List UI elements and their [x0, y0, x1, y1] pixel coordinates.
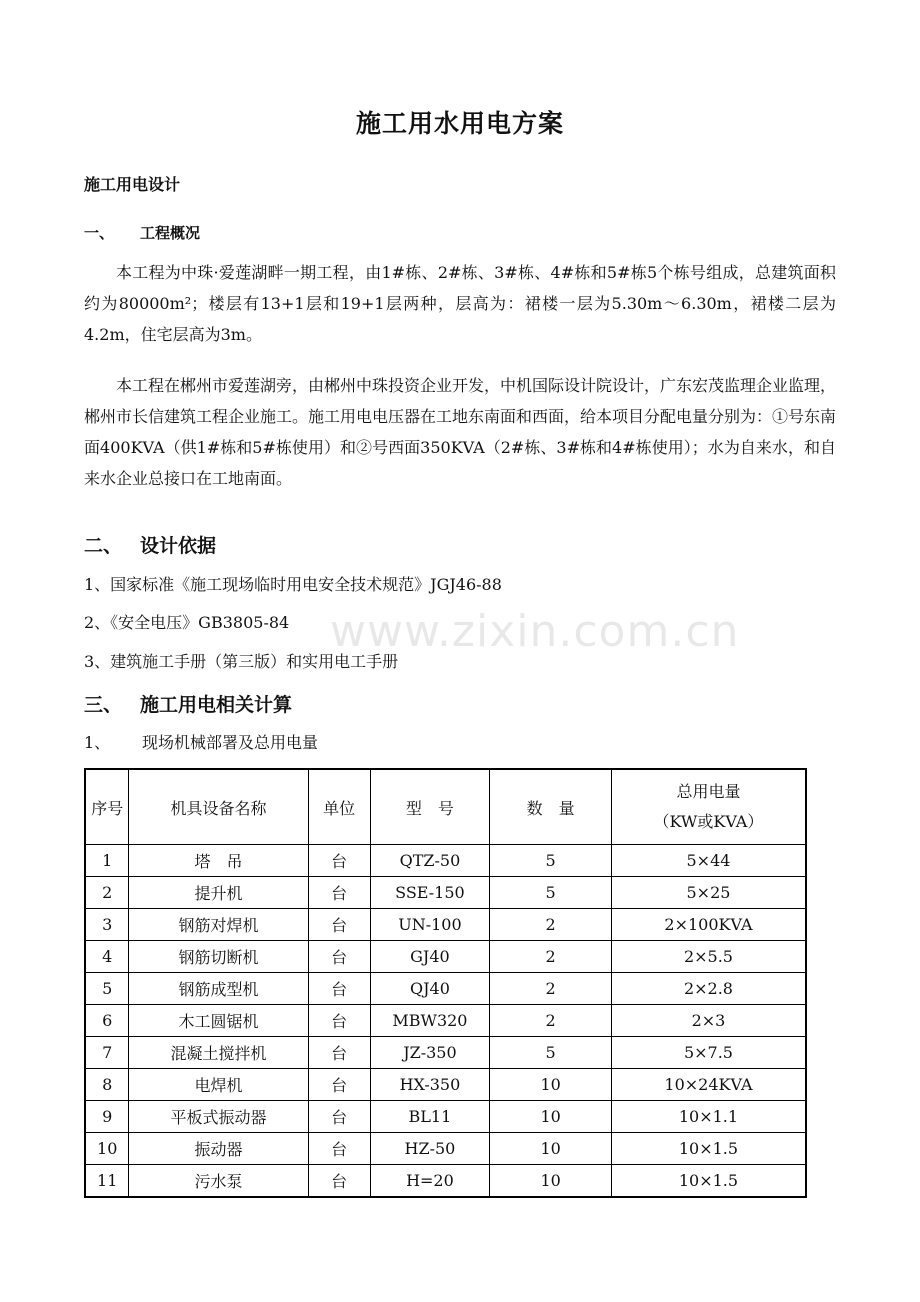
section-heading-overview [84, 222, 200, 243]
cell-quantity: 10 [490, 1069, 612, 1101]
cell-unit: 台 [308, 1005, 370, 1037]
cell-total-power: 5×25 [611, 877, 806, 909]
calc-item-number: 1、 [84, 733, 111, 752]
cell-unit: 台 [308, 1133, 370, 1165]
cell-quantity: 10 [490, 1101, 612, 1133]
header-unit: 单位 [308, 769, 370, 845]
cell-index: 9 [85, 1101, 129, 1133]
cell-quantity: 2 [490, 1005, 612, 1037]
table-header-row [85, 769, 806, 845]
cell-model: GJ40 [370, 941, 490, 973]
cell-unit: 台 [308, 973, 370, 1005]
cell-equipment-name: 污水泵 [129, 1165, 308, 1198]
cell-equipment-name: 振动器 [129, 1133, 308, 1165]
cell-quantity: 2 [490, 973, 612, 1005]
table-row [85, 1069, 806, 1101]
header-index: 序号 [85, 769, 129, 845]
table-row [85, 1101, 806, 1133]
cell-unit: 台 [308, 1165, 370, 1198]
cell-total-power: 2×100KVA [611, 909, 806, 941]
cell-model: BL11 [370, 1101, 490, 1133]
header-model: 型 号 [370, 769, 490, 845]
section-number: 三、 [84, 694, 123, 716]
cell-unit: 台 [308, 845, 370, 877]
cell-model: SSE-150 [370, 877, 490, 909]
section-heading-text: 施工用电相关计算 [140, 694, 293, 716]
table-row [85, 1005, 806, 1037]
table-row [85, 1133, 806, 1165]
header-total-power-label: 总用电量 [676, 782, 741, 801]
cell-model: JZ-350 [370, 1037, 490, 1069]
paragraph-project-parties: 本工程在郴州市爱莲湖旁，由郴州中珠投资企业开发，中机国际设计院设计，广东宏茂监理企业监理，郴州市长信建筑工程企业施工。施工用电电压器在工地东南面和西面，给本项目分配电量分别为：①号东南面400KVA（供1#栋和5#栋使用）和②号西面350KVA（2#栋、3#栋和4#栋使用）；水为自来水，和自来水企业总接口在工地南面。 [84, 376, 837, 488]
table-row [85, 1165, 806, 1198]
basis-item: 1、国家标准《施工现场临时用电安全技术规范》JGJ46-88 [84, 575, 502, 594]
cell-unit: 台 [308, 941, 370, 973]
cell-quantity: 5 [490, 845, 612, 877]
table-row [85, 941, 806, 973]
cell-quantity: 5 [490, 877, 612, 909]
cell-unit: 台 [308, 877, 370, 909]
cell-model: QTZ-50 [370, 845, 490, 877]
paragraph-project-overview: 本工程为中珠·爱莲湖畔一期工程，由1#栋、2#栋、3#栋、4#栋和5#栋5个栋号组成，总建筑面积约为80000m²；楼层有13+1层和19+1层两种，层高为：裙楼一层为5.30m～6.30m，裙楼二层为4.2m，住宅层高为3m。 [84, 263, 836, 344]
cell-model: HX-350 [370, 1069, 490, 1101]
cell-total-power: 2×3 [611, 1005, 806, 1037]
cell-unit: 台 [308, 1037, 370, 1069]
section-heading-text: 工程概况 [140, 224, 201, 242]
document-title: 施工用水用电方案 [355, 109, 564, 138]
cell-index: 5 [85, 973, 129, 1005]
cell-index: 11 [85, 1165, 129, 1198]
section-heading-text: 设计依据 [140, 535, 217, 557]
cell-equipment-name: 混凝土搅拌机 [129, 1037, 308, 1069]
cell-index: 2 [85, 877, 129, 909]
calc-item [84, 733, 318, 753]
cell-equipment-name: 木工圆锯机 [129, 1005, 308, 1037]
cell-total-power: 10×1.5 [611, 1165, 806, 1198]
cell-index: 3 [85, 909, 129, 941]
cell-quantity: 2 [490, 909, 612, 941]
cell-total-power: 2×5.5 [611, 941, 806, 973]
table-row [85, 1037, 806, 1069]
section-number: 二、 [84, 535, 123, 557]
section-number: 一、 [84, 224, 115, 242]
header-total-power [611, 769, 806, 845]
cell-equipment-name: 提升机 [129, 877, 308, 909]
cell-unit: 台 [308, 1069, 370, 1101]
calc-item-text: 现场机械部署及总用电量 [142, 733, 319, 752]
cell-index: 10 [85, 1133, 129, 1165]
cell-equipment-name: 钢筋切断机 [129, 941, 308, 973]
table-row [85, 845, 806, 877]
cell-model: UN-100 [370, 909, 490, 941]
cell-total-power: 2×2.8 [611, 973, 806, 1005]
watermark-text: www.zixin.com.cn [330, 606, 740, 657]
cell-equipment-name: 钢筋对焊机 [129, 909, 308, 941]
cell-model: QJ40 [370, 973, 490, 1005]
cell-index: 7 [85, 1037, 129, 1069]
cell-unit: 台 [308, 1101, 370, 1133]
cell-equipment-name: 钢筋成型机 [129, 973, 308, 1005]
header-equipment-name: 机具设备名称 [129, 769, 308, 845]
cell-index: 1 [85, 845, 129, 877]
table-row [85, 973, 806, 1005]
cell-index: 4 [85, 941, 129, 973]
cell-index: 6 [85, 1005, 129, 1037]
cell-index: 8 [85, 1069, 129, 1101]
header-total-power-unit: （KW或KVA） [653, 812, 764, 831]
cell-model: MBW320 [370, 1005, 490, 1037]
cell-total-power: 5×44 [611, 845, 806, 877]
cell-quantity: 2 [490, 941, 612, 973]
table-row [85, 877, 806, 909]
basis-item: 2、《安全电压》GB3805-84 [84, 613, 290, 632]
cell-total-power: 5×7.5 [611, 1037, 806, 1069]
cell-total-power: 10×1.5 [611, 1133, 806, 1165]
cell-quantity: 10 [490, 1133, 612, 1165]
header-quantity: 数 量 [490, 769, 612, 845]
cell-total-power: 10×24KVA [611, 1069, 806, 1101]
cell-quantity: 10 [490, 1165, 612, 1198]
equipment-table [84, 768, 807, 1198]
cell-model: HZ-50 [370, 1133, 490, 1165]
table-row [85, 909, 806, 941]
section-heading-design-basis [84, 531, 216, 558]
cell-equipment-name: 塔 吊 [129, 845, 308, 877]
cell-total-power: 10×1.1 [611, 1101, 806, 1133]
cell-unit: 台 [308, 909, 370, 941]
cell-quantity: 5 [490, 1037, 612, 1069]
basis-item: 3、建筑施工手册（第三版）和实用电工手册 [84, 652, 399, 671]
cell-equipment-name: 电焊机 [129, 1069, 308, 1101]
section-heading-calculation [84, 690, 292, 717]
section-subtitle: 施工用电设计 [84, 175, 181, 194]
cell-model: H=20 [370, 1165, 490, 1198]
cell-equipment-name: 平板式振动器 [129, 1101, 308, 1133]
